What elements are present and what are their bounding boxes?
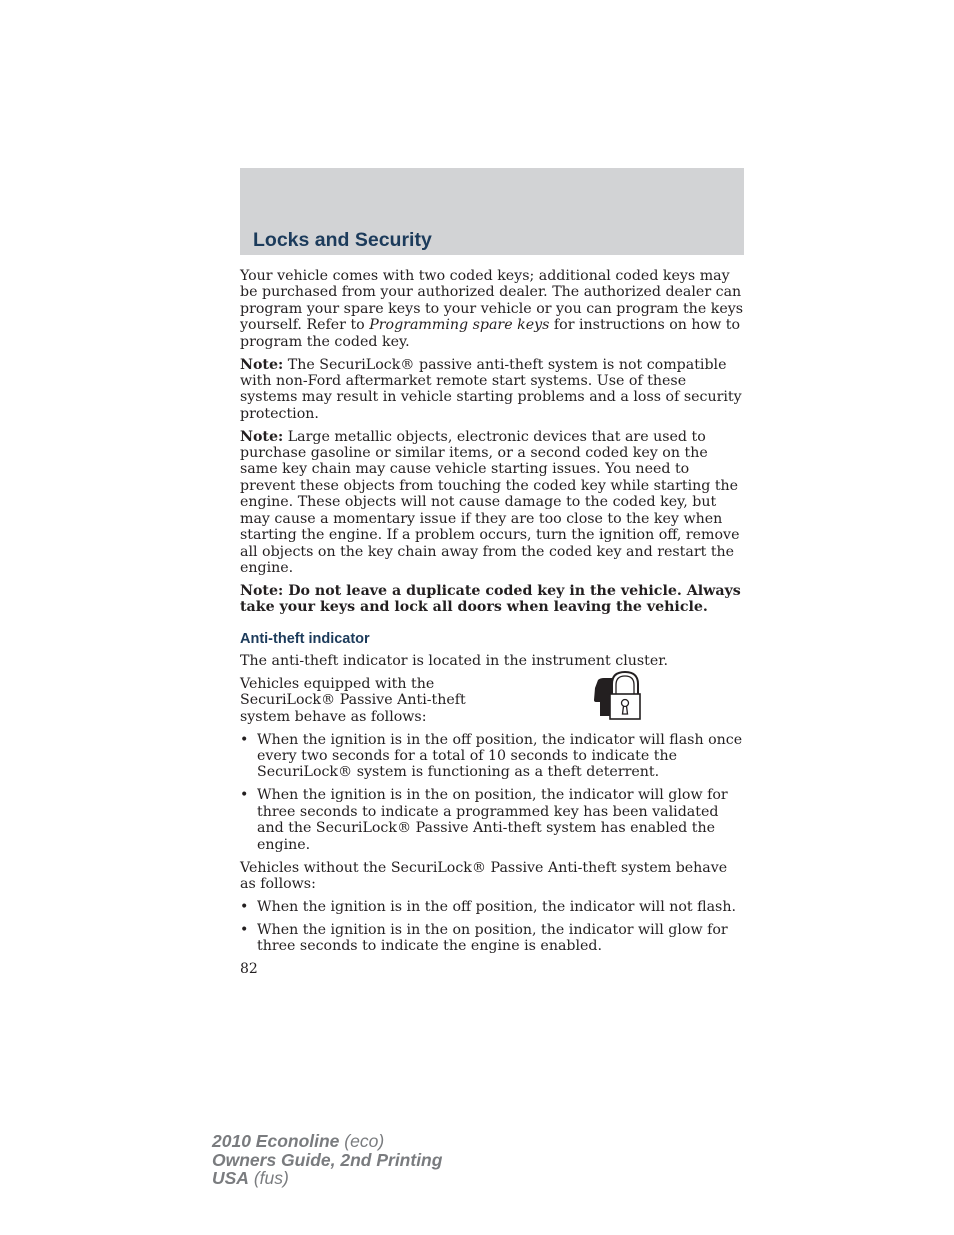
list-item [240,787,744,853]
anti-theft-indicator-heading: Anti-theft indicator [240,630,370,647]
footer-model-line [212,1132,442,1151]
bullet-dot: • [240,921,249,938]
list-item-text: When the ignition is in the off position, the indicator will not flash. [257,898,736,915]
intro-text-start: Your vehicle comes with two coded keys; additional coded keys may be purchased from your authorized dealer. The authorized dealer can program your spare keys to your vehicle or you can program the keys yourself. Refer to [240,268,744,334]
list-item-text: When the ignition is in the on position, the indicator will glow for three seconds to indicate the engine is enabled. [257,921,728,955]
list-item-text: When the ignition is in the on position, the indicator will glow for three seconds to indicate a programmed key has been validated and the SecuriLock® Passive Anti-theft system has enabled the engine. [257,787,728,853]
document-footer [212,1132,442,1188]
list-item [240,899,744,915]
bullet-dot: • [240,898,249,915]
footer-model-code: (eco) [339,1131,385,1151]
section-title: Locks and Security [253,229,432,251]
note-duplicate-key [240,583,744,616]
footer-guide-line: Owners Guide, 2nd Printing [212,1149,443,1170]
note-metallic-objects [240,429,744,577]
intro-text-end: for instructions on how to program the coded key. [240,317,740,350]
list-item [240,922,744,955]
footer-market: USA [212,1168,249,1188]
footer-market-line [212,1169,442,1188]
list-item [240,732,744,781]
note-remote-start [240,357,744,423]
bullet-dot: • [240,787,249,804]
equipped-section [240,676,744,853]
vehicle-padlock-icon [592,670,654,728]
list-item-text: When the ignition is in the off position, the indicator will flash once every two seconds for a total of 10 seconds to indicate the SecuriLock® system is functioning as a theft deterrent. [257,731,743,781]
note-label: Note: [240,356,284,373]
equipped-intro-text: Vehicles equipped with the SecuriLock® Passive Anti-theft system behave as follows: [240,675,466,725]
indicator-location-text: The anti-theft indicator is located in the instrument cluster. [240,653,668,670]
page-number: 82 [240,961,258,977]
page-content [240,268,744,961]
bullet-dot: • [240,731,249,748]
footer-market-code: (fus) [248,1168,289,1188]
note-metallic-objects-text: Large metallic objects, electronic devices that are used to purchase gasoline or similar items, or a second coded key on the same key chain may cause vehicle starting issues. You need to prevent these objects from touching the coded key while starting the engine. These objects will not cause damage to the coded key, but may cause a momentary issue if they are too close to the key when starting the engine. If a problem occurs, turn the ignition off, remove all objects on the key chain away from the coded key and restart the engine. [240,428,740,576]
note-duplicate-key-text: Note: Do not leave a duplicate coded key in the vehicle. Always take your keys and lock all doors when leaving the vehicle. [240,582,741,616]
programming-spare-keys-reference: Programming spare keys [369,317,550,334]
note-label: Note: [240,428,284,445]
without-securilock-text: Vehicles without the SecuriLock® Passive Anti-theft system behave as follows: [240,859,728,892]
intro-paragraph [240,268,744,350]
section-header-band [240,168,744,255]
footer-model: 2010 Econoline [212,1131,340,1151]
note-remote-start-text: The SecuriLock® passive anti-theft system is not compatible with non-Ford aftermarket remote start systems. Use of these systems may result in vehicle starting problems and a loss of security protection. [240,356,742,422]
